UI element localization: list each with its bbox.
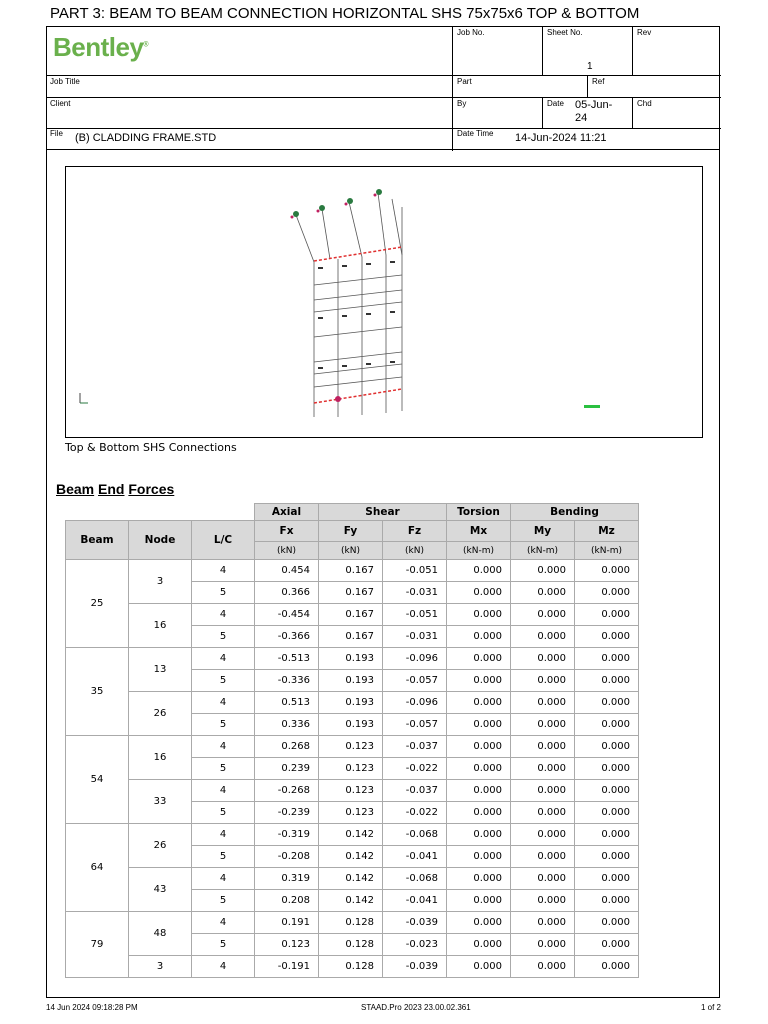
fy-cell: 0.142 <box>319 824 383 846</box>
beam-cell: 35 <box>66 648 129 736</box>
job-no-label: Job No. <box>457 28 485 37</box>
fy-cell: 0.142 <box>319 846 383 868</box>
node-cell: 43 <box>129 868 192 912</box>
mz-cell: 0.000 <box>575 670 639 692</box>
mz-cell: 0.000 <box>575 868 639 890</box>
fy-cell: 0.193 <box>319 714 383 736</box>
my-cell: 0.000 <box>511 912 575 934</box>
mz-cell: 0.000 <box>575 912 639 934</box>
fy-cell: 0.167 <box>319 604 383 626</box>
fx-cell: 0.513 <box>255 692 319 714</box>
my-cell: 0.000 <box>511 824 575 846</box>
mx-cell: 0.000 <box>447 802 511 824</box>
fy-cell: 0.142 <box>319 868 383 890</box>
fz-cell: -0.039 <box>383 956 447 978</box>
mz-cell: 0.000 <box>575 934 639 956</box>
lc-cell: 5 <box>192 846 255 868</box>
node-cell: 33 <box>129 780 192 824</box>
fx-cell: -0.319 <box>255 824 319 846</box>
mx-cell: 0.000 <box>447 670 511 692</box>
my-cell: 0.000 <box>511 626 575 648</box>
fx-cell: -0.268 <box>255 780 319 802</box>
fy-cell: 0.167 <box>319 560 383 582</box>
shear-group-header: Shear <box>319 504 447 521</box>
mz-cell: 0.000 <box>575 626 639 648</box>
section-title-word: End <box>98 481 125 497</box>
job-title-label: Job Title <box>50 77 80 86</box>
date-time-value: 14-Jun-2024 11:21 <box>515 132 607 144</box>
table-row <box>66 780 639 802</box>
beam-cell: 54 <box>66 736 129 824</box>
fy-cell: 0.167 <box>319 582 383 604</box>
table-row <box>66 824 639 846</box>
mx-cell: 0.000 <box>447 626 511 648</box>
beam-col-header: Beam <box>66 521 129 560</box>
fy-cell: 0.193 <box>319 692 383 714</box>
node-cell: 16 <box>129 736 192 780</box>
my-cell: 0.000 <box>511 802 575 824</box>
my-cell: 0.000 <box>511 560 575 582</box>
fy-cell: 0.193 <box>319 670 383 692</box>
page-title: PART 3: BEAM TO BEAM CONNECTION HORIZONTAL SHS 75x75x6 TOP & BOTTOM <box>50 5 640 22</box>
fx-cell: 0.454 <box>255 560 319 582</box>
table-row <box>66 912 639 934</box>
mx-cell: 0.000 <box>447 890 511 912</box>
frame-model-drawing <box>66 167 702 437</box>
mx-cell: 0.000 <box>447 692 511 714</box>
mz-cell: 0.000 <box>575 758 639 780</box>
part-label: Part <box>457 77 472 86</box>
mz-cell: 0.000 <box>575 714 639 736</box>
lc-cell: 4 <box>192 604 255 626</box>
section-title <box>56 481 174 497</box>
footer-page-number: 1 of 2 <box>700 1003 721 1012</box>
mz-unit: (kN-m) <box>575 542 639 560</box>
mx-cell: 0.000 <box>447 582 511 604</box>
fz-cell: -0.022 <box>383 758 447 780</box>
date-time-label: Date Time <box>457 129 494 138</box>
ref-label: Ref <box>592 77 605 86</box>
fz-cell: -0.041 <box>383 846 447 868</box>
table-row <box>66 956 639 978</box>
mz-cell: 0.000 <box>575 890 639 912</box>
axial-group-header: Axial <box>255 504 319 521</box>
fz-cell: -0.057 <box>383 714 447 736</box>
lc-cell: 5 <box>192 582 255 604</box>
fx-cell: 0.336 <box>255 714 319 736</box>
lc-col-header: L/C <box>192 521 255 560</box>
my-cell: 0.000 <box>511 648 575 670</box>
node-cell: 26 <box>129 824 192 868</box>
lc-cell: 5 <box>192 670 255 692</box>
figure-caption: Top & Bottom SHS Connections <box>65 441 237 454</box>
table-row <box>66 560 639 582</box>
fy-cell: 0.167 <box>319 626 383 648</box>
fy-cell: 0.128 <box>319 912 383 934</box>
mx-cell: 0.000 <box>447 758 511 780</box>
table-row <box>66 868 639 890</box>
fy-cell: 0.128 <box>319 956 383 978</box>
fz-cell: -0.031 <box>383 582 447 604</box>
fx-cell: -0.239 <box>255 802 319 824</box>
my-cell: 0.000 <box>511 692 575 714</box>
lc-cell: 4 <box>192 956 255 978</box>
fy-cell: 0.123 <box>319 780 383 802</box>
fz-cell: -0.051 <box>383 604 447 626</box>
fz-cell: -0.037 <box>383 780 447 802</box>
lc-cell: 4 <box>192 692 255 714</box>
fy-cell: 0.123 <box>319 758 383 780</box>
my-cell: 0.000 <box>511 934 575 956</box>
mx-cell: 0.000 <box>447 912 511 934</box>
table-body <box>66 560 639 978</box>
mx-cell: 0.000 <box>447 604 511 626</box>
beam-cell: 25 <box>66 560 129 648</box>
mz-cell: 0.000 <box>575 692 639 714</box>
mz-cell: 0.000 <box>575 604 639 626</box>
fz-cell: -0.023 <box>383 934 447 956</box>
fx-cell: 0.366 <box>255 582 319 604</box>
mz-cell: 0.000 <box>575 582 639 604</box>
beam-end-forces-table <box>65 503 639 978</box>
my-cell: 0.000 <box>511 868 575 890</box>
fy-cell: 0.142 <box>319 890 383 912</box>
lc-cell: 5 <box>192 758 255 780</box>
lc-cell: 4 <box>192 560 255 582</box>
sheet-no-label: Sheet No. <box>547 28 583 37</box>
mx-cell: 0.000 <box>447 824 511 846</box>
client-label: Client <box>50 99 71 108</box>
my-cell: 0.000 <box>511 780 575 802</box>
fx-cell: -0.208 <box>255 846 319 868</box>
node-cell: 16 <box>129 604 192 648</box>
node-cell: 3 <box>129 560 192 604</box>
beam-cell: 64 <box>66 824 129 912</box>
fx-cell: 0.191 <box>255 912 319 934</box>
my-cell: 0.000 <box>511 956 575 978</box>
blank-header <box>66 504 255 521</box>
fz-cell: -0.022 <box>383 802 447 824</box>
mz-cell: 0.000 <box>575 824 639 846</box>
mx-col-header: Mx <box>447 521 511 542</box>
fz-cell: -0.051 <box>383 560 447 582</box>
sheet-no-value: 1 <box>587 61 593 72</box>
fx-cell: 0.208 <box>255 890 319 912</box>
mz-cell: 0.000 <box>575 956 639 978</box>
my-cell: 0.000 <box>511 714 575 736</box>
node-cell: 3 <box>129 956 192 978</box>
mz-cell: 0.000 <box>575 802 639 824</box>
file-label: File <box>50 129 63 138</box>
torsion-group-header: Torsion <box>447 504 511 521</box>
file-value: (B) CLADDING FRAME.STD <box>75 132 217 144</box>
mx-cell: 0.000 <box>447 560 511 582</box>
lc-cell: 4 <box>192 912 255 934</box>
mz-cell: 0.000 <box>575 736 639 758</box>
lc-cell: 4 <box>192 736 255 758</box>
footer-timestamp: 14 Jun 2024 09:18:28 PM <box>46 1003 138 1012</box>
my-col-header: My <box>511 521 575 542</box>
fx-cell: -0.191 <box>255 956 319 978</box>
lc-cell: 4 <box>192 648 255 670</box>
fx-cell: 0.319 <box>255 868 319 890</box>
mz-cell: 0.000 <box>575 648 639 670</box>
by-label: By <box>457 99 467 108</box>
fy-cell: 0.123 <box>319 736 383 758</box>
fx-cell: -0.366 <box>255 626 319 648</box>
date-value: 05-Jun-24 <box>575 99 613 124</box>
lc-cell: 5 <box>192 934 255 956</box>
my-cell: 0.000 <box>511 736 575 758</box>
my-cell: 0.000 <box>511 582 575 604</box>
node-col-header: Node <box>129 521 192 560</box>
lc-cell: 5 <box>192 802 255 824</box>
mx-cell: 0.000 <box>447 736 511 758</box>
fz-col-header: Fz <box>383 521 447 542</box>
section-title-word: Forces <box>128 481 175 497</box>
mx-cell: 0.000 <box>447 780 511 802</box>
bending-group-header: Bending <box>511 504 639 521</box>
mx-cell: 0.000 <box>447 868 511 890</box>
fx-cell: -0.336 <box>255 670 319 692</box>
fz-cell: -0.031 <box>383 626 447 648</box>
mz-col-header: Mz <box>575 521 639 542</box>
fx-cell: 0.123 <box>255 934 319 956</box>
beam-cell: 79 <box>66 912 129 978</box>
my-unit: (kN-m) <box>511 542 575 560</box>
section-title-word: Beam <box>56 481 95 497</box>
bentley-logo: Bentley® <box>53 32 149 62</box>
node-cell: 48 <box>129 912 192 956</box>
node-cell: 26 <box>129 692 192 736</box>
mx-cell: 0.000 <box>447 956 511 978</box>
logo-text: Bentley <box>53 32 144 62</box>
lc-cell: 4 <box>192 824 255 846</box>
fz-cell: -0.096 <box>383 648 447 670</box>
lc-cell: 5 <box>192 890 255 912</box>
fx-col-header: Fx <box>255 521 319 542</box>
footer-software: STAAD.Pro 2023 23.00.02.361 <box>361 1003 471 1012</box>
fy-cell: 0.128 <box>319 934 383 956</box>
my-cell: 0.000 <box>511 890 575 912</box>
table-row <box>66 604 639 626</box>
my-cell: 0.000 <box>511 670 575 692</box>
fy-cell: 0.123 <box>319 802 383 824</box>
my-cell: 0.000 <box>511 846 575 868</box>
fz-cell: -0.037 <box>383 736 447 758</box>
lc-cell: 4 <box>192 868 255 890</box>
fx-cell: 0.268 <box>255 736 319 758</box>
fz-cell: -0.041 <box>383 890 447 912</box>
mx-cell: 0.000 <box>447 846 511 868</box>
fy-cell: 0.193 <box>319 648 383 670</box>
mz-cell: 0.000 <box>575 560 639 582</box>
my-cell: 0.000 <box>511 758 575 780</box>
table-row <box>66 692 639 714</box>
mz-cell: 0.000 <box>575 780 639 802</box>
fz-cell: -0.068 <box>383 868 447 890</box>
date-label: Date <box>547 99 564 108</box>
fx-cell: 0.239 <box>255 758 319 780</box>
mx-cell: 0.000 <box>447 648 511 670</box>
structure-view <box>65 166 703 438</box>
mx-unit: (kN-m) <box>447 542 511 560</box>
fz-unit: (kN) <box>383 542 447 560</box>
mx-cell: 0.000 <box>447 714 511 736</box>
my-cell: 0.000 <box>511 604 575 626</box>
lc-cell: 5 <box>192 626 255 648</box>
table-row <box>66 736 639 758</box>
fx-unit: (kN) <box>255 542 319 560</box>
fz-cell: -0.068 <box>383 824 447 846</box>
fy-unit: (kN) <box>319 542 383 560</box>
node-cell: 13 <box>129 648 192 692</box>
fx-cell: -0.513 <box>255 648 319 670</box>
fx-cell: -0.454 <box>255 604 319 626</box>
title-block <box>46 26 720 150</box>
fz-cell: -0.096 <box>383 692 447 714</box>
fy-col-header: Fy <box>319 521 383 542</box>
rev-label: Rev <box>637 28 652 37</box>
mz-cell: 0.000 <box>575 846 639 868</box>
fz-cell: -0.039 <box>383 912 447 934</box>
chd-label: Chd <box>637 99 652 108</box>
fz-cell: -0.057 <box>383 670 447 692</box>
lc-cell: 4 <box>192 780 255 802</box>
lc-cell: 5 <box>192 714 255 736</box>
mx-cell: 0.000 <box>447 934 511 956</box>
table-row <box>66 648 639 670</box>
